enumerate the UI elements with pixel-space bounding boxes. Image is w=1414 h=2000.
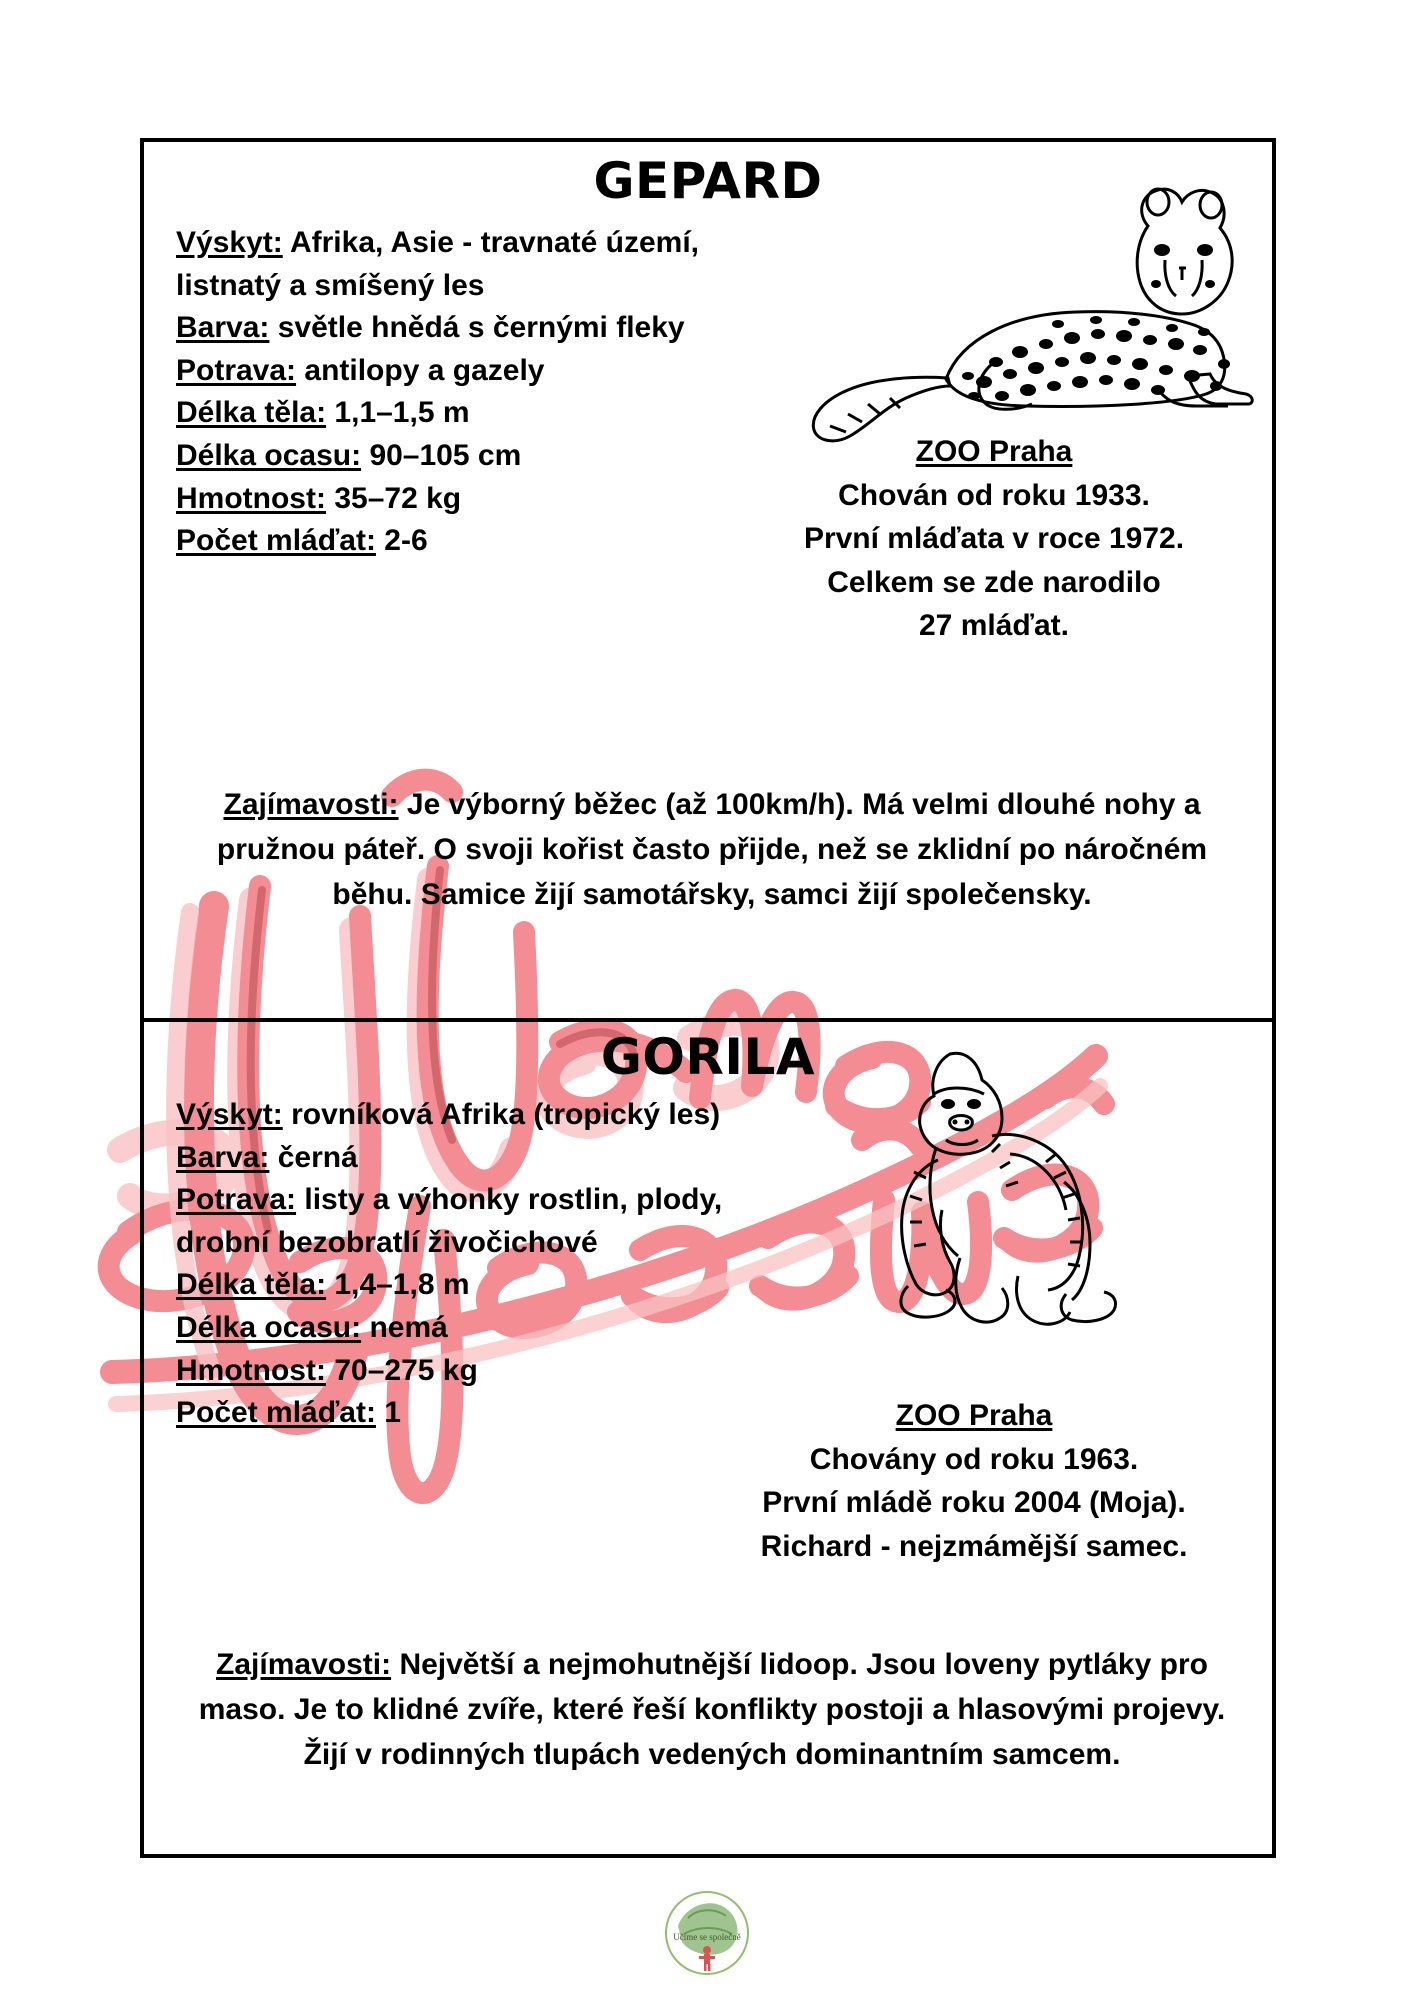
attribute-value: antilopy a gazely	[304, 353, 545, 387]
attribute-label: Barva:	[176, 311, 270, 345]
attribute-list-gorila	[176, 1094, 796, 1435]
facts-label: Zajímavosti:	[216, 1648, 392, 1681]
cheetah-illustration	[796, 164, 1266, 454]
animal-card-gorila	[144, 1022, 1272, 1854]
attribute-row	[176, 1094, 796, 1137]
attribute-label: Počet mláďat:	[176, 524, 376, 558]
facts-gorila	[174, 1642, 1250, 1777]
attribute-row	[176, 478, 796, 521]
attribute-label: Hmotnost:	[176, 481, 326, 515]
attribute-value: 2-6	[384, 524, 428, 558]
ucime-se-spolecne-logo	[664, 1890, 750, 1976]
attribute-row	[176, 1179, 796, 1264]
zoo-line: Richard - nejzmámější samec.	[760, 1529, 1188, 1563]
attribute-value: světle hnědá s černými fleky	[277, 311, 685, 345]
attribute-row	[176, 222, 796, 307]
card-title-gepard: GEPARD	[593, 152, 823, 210]
attribute-value: 90–105 cm	[369, 438, 522, 472]
zoo-line: První mláďata v roce 1972.	[803, 522, 1185, 555]
attribute-row	[176, 435, 796, 478]
attribute-row	[176, 1392, 796, 1435]
attribute-label: Barva:	[176, 1140, 270, 1174]
facts-gepard	[174, 782, 1250, 917]
animal-card-gepard	[144, 142, 1272, 1022]
attribute-row	[176, 1350, 796, 1393]
facts-label: Zajímavosti:	[223, 788, 399, 821]
attribute-label: Délka ocasu:	[176, 438, 362, 472]
zoo-info-gorila	[704, 1394, 1244, 1568]
card-title-gorila: GORILA	[600, 1028, 816, 1086]
attribute-label: Délka ocasu:	[176, 1310, 362, 1344]
facts-text: Je výborný běžec (až 100km/h). Má velmi dlouhé nohy a pružnou páteř. O svoji kořist často přijde, než se zklidní po náročném běhu. Samice žijí samotářsky, samci žijí společensky.	[216, 788, 1208, 911]
attribute-value: listy a výhonky rostlin, plody, drobní bezobratlí živočichové	[176, 1183, 723, 1259]
facts-text: Největší a nejmohutnější lidoop. Jsou loveny pytláky pro maso. Je to klidné zvíře, které řeší konflikty postoji a hlasovými projevy. Žijí v rodinných tlupách vedených dominantním samcem.	[198, 1648, 1226, 1771]
logo-text: Učíme se společně	[673, 1932, 741, 1942]
attribute-row	[176, 350, 796, 393]
zoo-line: 27 mláďat.	[919, 609, 1069, 642]
attribute-label: Počet mláďat:	[176, 1396, 376, 1430]
attribute-label: Hmotnost:	[176, 1353, 326, 1387]
zoo-info-gepard	[734, 430, 1254, 648]
zoo-line: Chován od roku 1933.	[838, 478, 1150, 512]
zoo-line: První mládě roku 2004 (Moja).	[762, 1486, 1186, 1519]
attribute-row	[176, 1264, 796, 1307]
attribute-label: Výskyt:	[176, 1098, 283, 1131]
attribute-row	[176, 307, 796, 350]
attribute-label: Délka těla:	[176, 1268, 327, 1302]
attribute-value: rovníková Afrika (tropický les)	[291, 1098, 721, 1131]
attribute-label: Potrava:	[176, 353, 297, 387]
attribute-row	[176, 392, 796, 435]
attribute-value: černá	[277, 1140, 358, 1174]
attribute-row	[176, 1307, 796, 1350]
attribute-value: 1,1–1,5 m	[334, 396, 470, 430]
attribute-label: Výskyt:	[176, 226, 283, 259]
attribute-value: 70–275 kg	[334, 1353, 478, 1387]
attribute-value: 1,4–1,8 m	[334, 1268, 470, 1302]
zoo-title: ZOO Praha	[895, 1399, 1053, 1432]
attribute-value: 1	[384, 1396, 401, 1430]
zoo-line: Celkem se zde narodilo	[827, 565, 1161, 599]
attribute-value: 35–72 kg	[334, 481, 462, 515]
zoo-line: Chovány od roku 1963.	[809, 1442, 1139, 1476]
attribute-row	[176, 1137, 796, 1180]
attribute-label: Délka těla:	[176, 396, 327, 430]
attribute-value: nemá	[369, 1310, 448, 1344]
attribute-label: Potrava:	[176, 1183, 297, 1217]
attribute-list-gepard	[176, 222, 796, 563]
attribute-row	[176, 520, 796, 563]
animal-cards-container	[140, 138, 1276, 1858]
zoo-title: ZOO Praha	[915, 435, 1073, 468]
attribute-value: Afrika, Asie - travnaté území, listnatý a smíšený les	[176, 226, 699, 302]
